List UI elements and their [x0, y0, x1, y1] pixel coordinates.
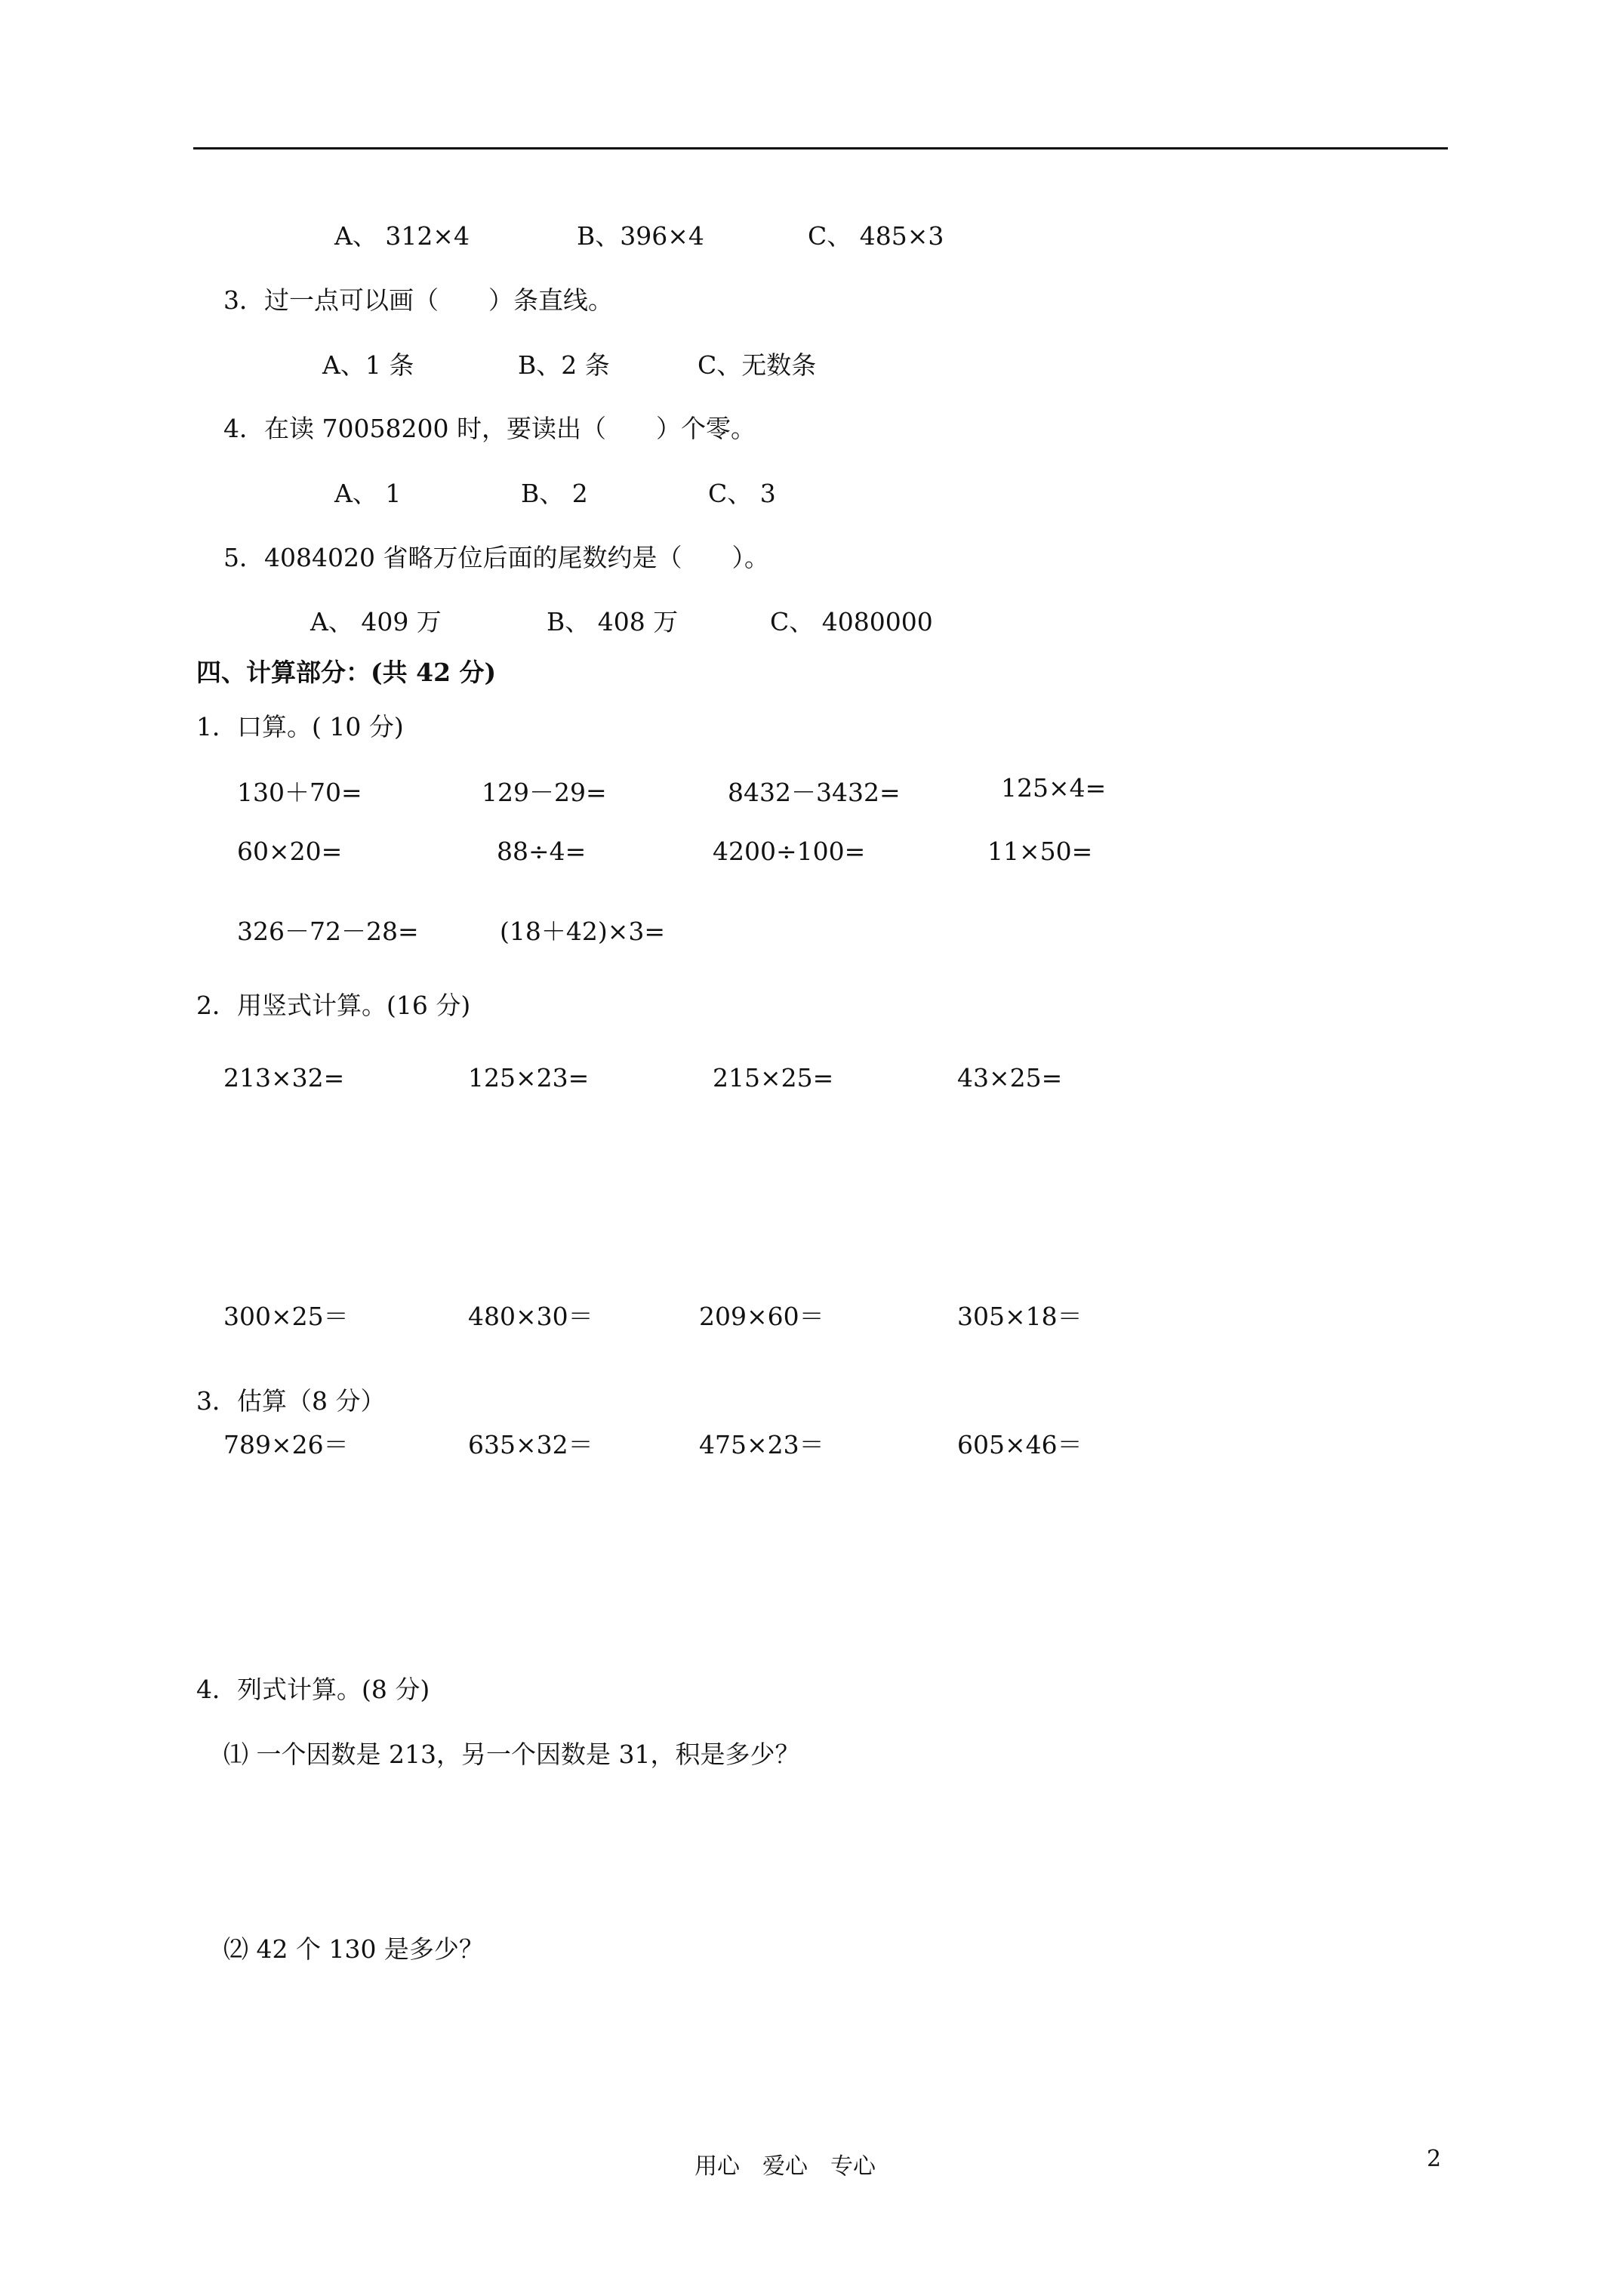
q5-option-c: C、 4080000 — [770, 607, 933, 636]
oral-item: 326－72－28= — [237, 917, 419, 946]
expression-title: 4．列式计算。(8 分) — [196, 1675, 430, 1704]
q5-stem: 5．4084020 省略万位后面的尾数约是（ ）。 — [223, 543, 769, 572]
vertical-item: 43×25= — [957, 1063, 1063, 1093]
estimate-title: 3．估算（8 分） — [196, 1386, 386, 1416]
vertical-item: 215×25= — [713, 1063, 834, 1093]
q2-option-b: B、396×4 — [577, 221, 704, 251]
q2-option-c: C、 485×3 — [808, 221, 944, 251]
oral-item: 129－29= — [482, 778, 607, 807]
vertical-item: 480×30＝ — [468, 1302, 593, 1331]
q4-stem: 4．在读 70058200 时，要读出（ ）个零。 — [223, 414, 756, 443]
estimate-item: 475×23＝ — [699, 1430, 824, 1459]
oral-item: 4200÷100= — [713, 837, 866, 866]
expression-q1: ⑴ 一个因数是 213，另一个因数是 31，积是多少？ — [223, 1740, 800, 1769]
vertical-item: 305×18＝ — [957, 1302, 1083, 1331]
oral-item: 11×50= — [987, 837, 1093, 866]
footer-motto: 用心 爱心 专心 — [694, 2153, 876, 2180]
vertical-title: 2．用竖式计算。(16 分) — [196, 991, 471, 1020]
q4-option-b: B、 2 — [521, 479, 588, 508]
oral-item: 60×20= — [237, 837, 343, 866]
page-number: 2 — [1427, 2146, 1442, 2172]
vertical-item: 125×23= — [468, 1063, 590, 1093]
vertical-item: 300×25＝ — [223, 1302, 349, 1331]
q4-option-a: A、 1 — [334, 479, 402, 508]
q3-stem: 3．过一点可以画（ ）条直线。 — [223, 285, 613, 315]
expression-q2: ⑵ 42 个 130 是多少？ — [223, 1934, 484, 1964]
q4-option-c: C、 3 — [708, 479, 776, 508]
oral-title: 1．口算。( 10 分) — [196, 712, 404, 741]
estimate-item: 605×46＝ — [957, 1430, 1083, 1459]
q5-option-b: B、 408 万 — [547, 607, 679, 636]
estimate-item: 635×32＝ — [468, 1430, 593, 1459]
vertical-item: 213×32= — [223, 1063, 345, 1093]
oral-item: (18＋42)×3= — [500, 917, 666, 946]
oral-item: 88÷4= — [497, 837, 587, 866]
oral-item: 130＋70= — [237, 778, 362, 807]
section-4-heading: 四、计算部分：(共 42 分) — [196, 658, 497, 687]
q3-option-b: B、2 条 — [518, 350, 610, 380]
oral-item: 125×4= — [1001, 773, 1107, 803]
q5-option-a: A、 409 万 — [310, 607, 442, 636]
q3-option-c: C、无数条 — [698, 350, 817, 380]
vertical-item: 209×60＝ — [699, 1302, 824, 1331]
estimate-item: 789×26＝ — [223, 1430, 349, 1459]
header-rule — [193, 147, 1448, 149]
q2-option-a: A、 312×4 — [334, 221, 470, 251]
oral-item: 8432－3432= — [728, 778, 901, 807]
q3-option-a: A、1 条 — [322, 350, 414, 380]
